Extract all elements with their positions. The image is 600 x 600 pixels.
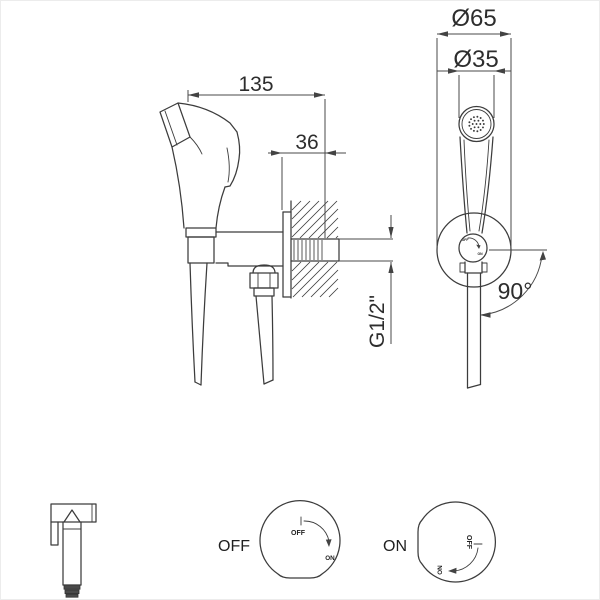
on-state-label: ON: [383, 538, 407, 555]
on-knob-off-label: OFF: [465, 535, 472, 549]
thread-size-label: G1/2": [366, 295, 389, 348]
front-knob-on-label: ON: [477, 252, 483, 256]
front-knob-off-label: OFF: [461, 238, 469, 242]
dia-65-label: Ø65: [451, 5, 497, 32]
wall-hatching-upper: [292, 201, 338, 238]
dim-36-label: 36: [295, 131, 319, 154]
off-knob-on-label: ON: [325, 555, 335, 562]
technical-drawing: [1, 1, 600, 600]
pipe-thread-lines: [294, 240, 322, 260]
front-view-sprayer: [437, 107, 511, 389]
front-view-dimensions: [437, 5, 547, 318]
dia-35-label: Ø35: [453, 46, 499, 73]
dim-135-label: 135: [238, 73, 274, 96]
spray-holes: [468, 116, 484, 132]
on-state-diagram: [383, 502, 495, 582]
sprayer-icon: [51, 504, 96, 597]
off-state-label: OFF: [218, 538, 250, 555]
off-state-diagram: [218, 501, 340, 578]
angle-90-label: 90°: [497, 278, 533, 304]
wall-hatching-lower: [292, 262, 338, 297]
off-knob-off-label: OFF: [291, 530, 305, 537]
on-knob-on-label: ON: [437, 565, 444, 575]
